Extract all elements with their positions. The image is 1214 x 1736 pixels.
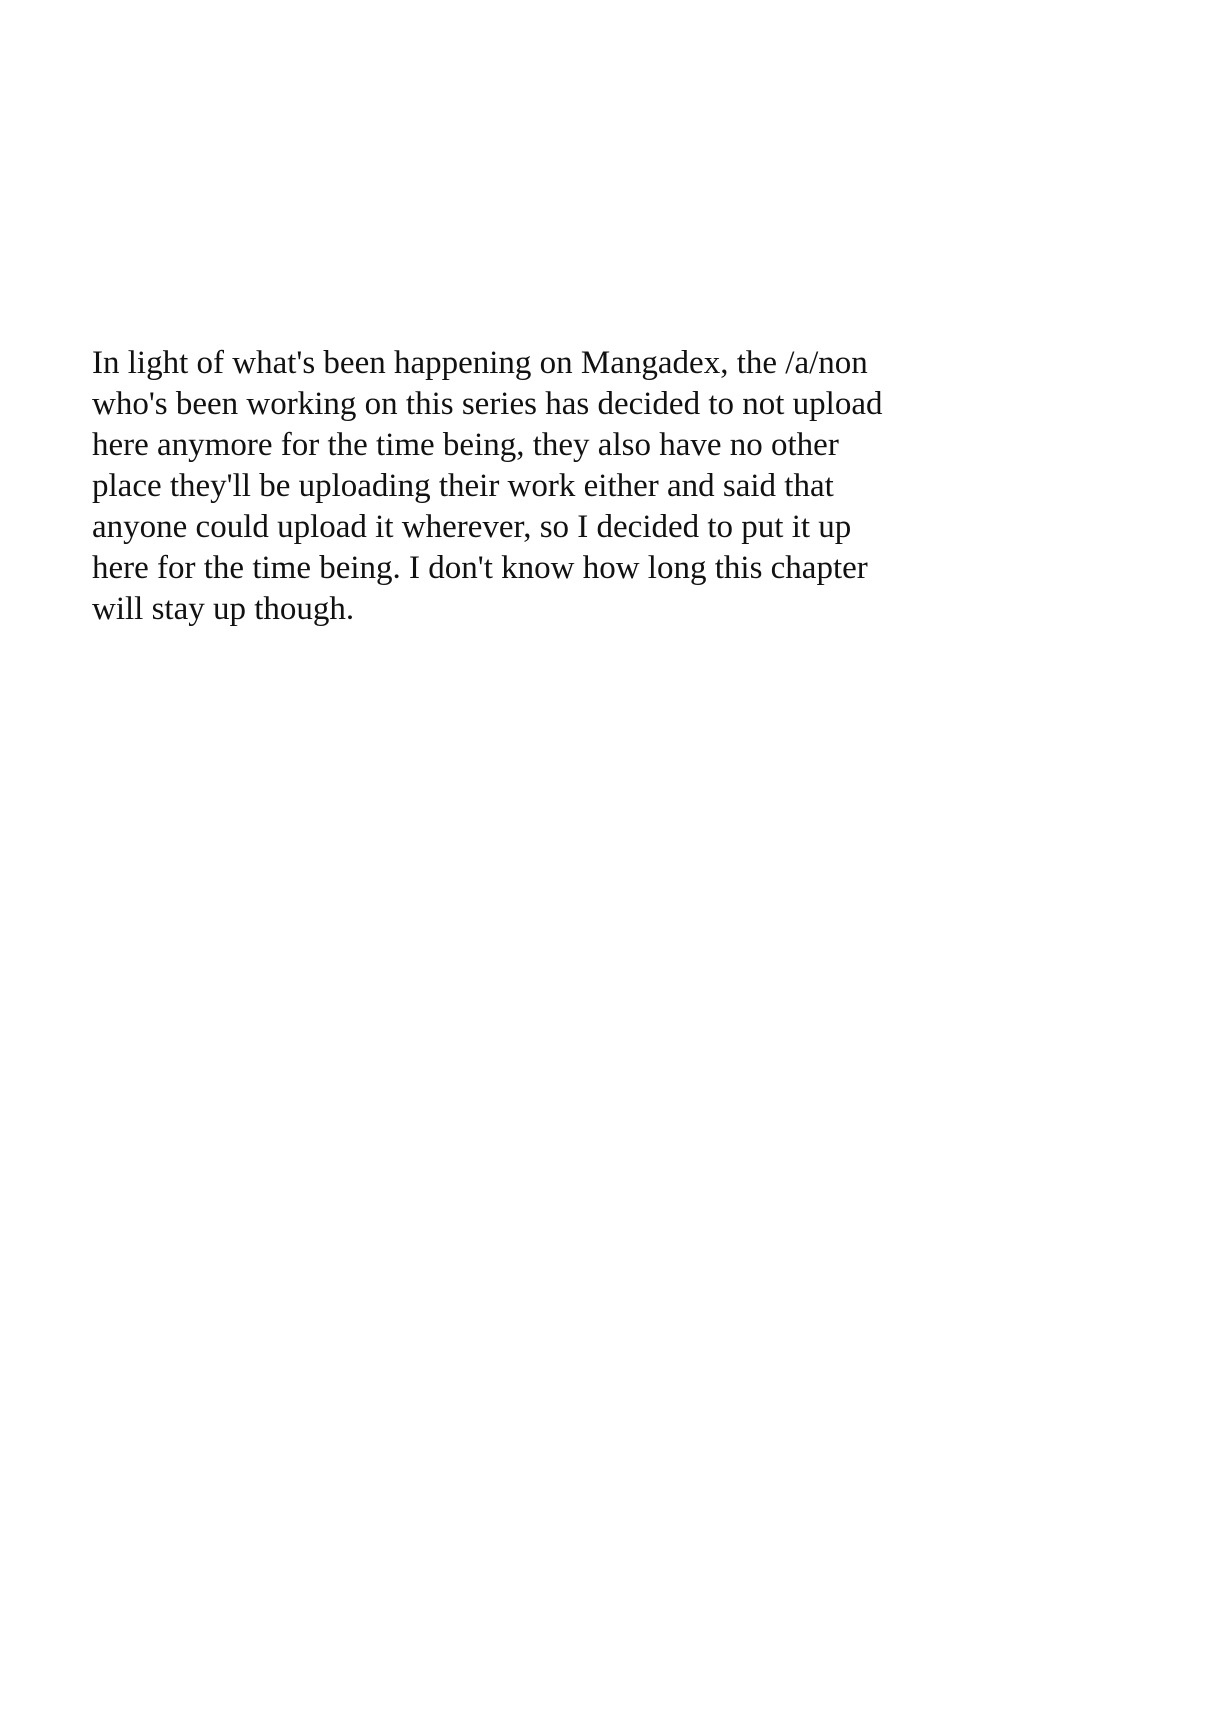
notice-line: here for the time being. I don't know how long this chapter [92, 550, 868, 586]
notice-line: will stay up though. [92, 591, 355, 627]
notice-line: here anymore for the time being, they also have no other [92, 427, 839, 463]
notice-paragraph [92, 343, 992, 630]
notice-line: who's been working on this series has decided to not upload [92, 386, 883, 422]
notice-line: In light of what's been happening on Mangadex, the /a/non [92, 345, 868, 381]
notice-line: anyone could upload it wherever, so I decided to put it up [92, 509, 852, 545]
notice-line: place they'll be uploading their work either and said that [92, 468, 834, 504]
